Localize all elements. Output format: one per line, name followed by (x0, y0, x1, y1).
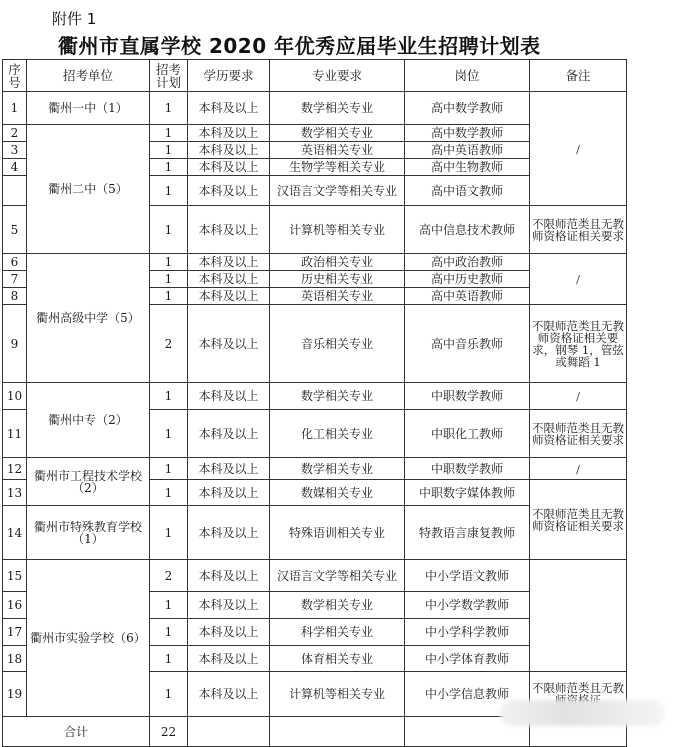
recruitment-plan-table (2, 59, 627, 747)
post-cell: 中小学科学教师 (405, 619, 530, 646)
plan-cell: 1 (150, 288, 188, 305)
table-row (3, 254, 627, 271)
edu-cell: 本科及以上 (188, 480, 270, 506)
document-title: 衢州市直属学校 2020 年优秀应届毕业生招聘计划表 (58, 34, 541, 58)
plan-cell: 1 (150, 383, 188, 410)
note-cell: / (530, 458, 627, 480)
unit-cell: 衢州高级中学（5） (27, 254, 150, 383)
attachment-label: 附件 1 (52, 10, 97, 28)
major-cell: 汉语言文学等相关专业 (270, 176, 405, 206)
seq-cell: 9 (3, 305, 27, 383)
note-cell: 不限师范类且无教师资格证相关要求 (530, 410, 627, 458)
post-cell: 高中政治教师 (405, 254, 530, 271)
edu-cell: 本科及以上 (188, 159, 270, 176)
unit-cell: 衢州市实验学校（6） (27, 560, 150, 717)
edu-cell: 本科及以上 (188, 560, 270, 592)
plan-cell: 1 (150, 206, 188, 254)
edu-cell: 本科及以上 (188, 592, 270, 619)
edu-cell: 本科及以上 (188, 288, 270, 305)
major-cell: 数学相关专业 (270, 92, 405, 125)
plan-cell: 1 (150, 92, 188, 125)
major-cell: 数学相关专业 (270, 125, 405, 142)
post-cell: 高中英语教师 (405, 142, 530, 159)
seq-cell: 7 (3, 271, 27, 288)
header-plan: 招考计划 (150, 60, 188, 92)
edu-cell: 本科及以上 (188, 176, 270, 206)
plan-cell: 1 (150, 142, 188, 159)
seq-cell: 4 (3, 159, 27, 176)
plan-cell: 1 (150, 480, 188, 506)
plan-cell: 1 (150, 271, 188, 288)
seq-cell: 17 (3, 619, 27, 646)
post-cell: 中职数字媒体教师 (405, 480, 530, 506)
seq-cell: 10 (3, 383, 27, 410)
note-cell: 不限师范类且无教师资格证相关要求 (530, 206, 627, 254)
major-cell: 历史相关专业 (270, 271, 405, 288)
plan-cell: 1 (150, 254, 188, 271)
total-empty-edu (188, 717, 270, 747)
seq-cell: 12 (3, 458, 27, 480)
seq-cell: 6 (3, 254, 27, 271)
unit-cell: 衢州二中（5） (27, 125, 150, 254)
plan-cell: 1 (150, 672, 188, 717)
unit-cell: 衢州市特殊教育学校（1） (27, 506, 150, 560)
edu-cell: 本科及以上 (188, 92, 270, 125)
post-cell: 中小学语文教师 (405, 560, 530, 592)
post-cell: 高中音乐教师 (405, 305, 530, 383)
unit-cell: 衢州市工程技术学校（2） (27, 458, 150, 506)
major-cell: 音乐相关专业 (270, 305, 405, 383)
seq-cell: 13 (3, 480, 27, 506)
post-cell: 高中历史教师 (405, 271, 530, 288)
edu-cell: 本科及以上 (188, 619, 270, 646)
major-cell: 英语相关专业 (270, 142, 405, 159)
edu-cell: 本科及以上 (188, 646, 270, 672)
major-cell: 数学相关专业 (270, 592, 405, 619)
header-row (3, 60, 627, 92)
seq-cell: 19 (3, 672, 27, 717)
post-cell: 高中英语教师 (405, 288, 530, 305)
seq-cell: 14 (3, 506, 27, 560)
blurred-watermark (500, 700, 665, 726)
post-cell: 中小学信息教师 (405, 672, 530, 717)
note-cell-empty (530, 560, 627, 672)
post-cell: 特教语言康复教师 (405, 506, 530, 560)
seq-cell: 18 (3, 646, 27, 672)
seq-cell (3, 176, 27, 206)
major-cell: 体育相关专业 (270, 646, 405, 672)
major-cell: 计算机等相关专业 (270, 206, 405, 254)
edu-cell: 本科及以上 (188, 125, 270, 142)
header-edu: 学历要求 (188, 60, 270, 92)
table-row (3, 383, 627, 410)
plan-cell: 1 (150, 592, 188, 619)
post-cell: 中职数学教师 (405, 383, 530, 410)
major-cell: 计算机等相关专业 (270, 672, 405, 717)
post-cell: 中小学数学教师 (405, 592, 530, 619)
plan-cell: 1 (150, 506, 188, 560)
plan-cell: 2 (150, 560, 188, 592)
post-cell: 高中信息技术教师 (405, 206, 530, 254)
header-seq: 序号 (3, 60, 27, 92)
unit-cell: 衢州一中（1） (27, 92, 150, 125)
header-unit: 招考单位 (27, 60, 150, 92)
plan-cell: 1 (150, 619, 188, 646)
major-cell: 数媒相关专业 (270, 480, 405, 506)
major-cell: 特殊语训相关专业 (270, 506, 405, 560)
total-value: 22 (150, 717, 188, 747)
edu-cell: 本科及以上 (188, 305, 270, 383)
plan-cell: 1 (150, 646, 188, 672)
header-post: 岗位 (405, 60, 530, 92)
post-cell: 高中生物教师 (405, 159, 530, 176)
post-cell: 中职数学教师 (405, 458, 530, 480)
header-major: 专业要求 (270, 60, 405, 92)
edu-cell: 本科及以上 (188, 458, 270, 480)
plan-cell: 1 (150, 458, 188, 480)
total-empty-major (270, 717, 405, 747)
note-cell: 不限师范类且无教师资格证相关要求，钢琴 1，管弦或舞蹈 1 (530, 305, 627, 383)
post-cell: 中职化工教师 (405, 410, 530, 458)
table-row (3, 560, 627, 592)
major-cell: 数学相关专业 (270, 458, 405, 480)
post-cell: 高中数学教师 (405, 92, 530, 125)
seq-cell: 3 (3, 142, 27, 159)
note-cell: 不限师范类且无教师资格证相关要求 (530, 480, 627, 560)
plan-cell: 2 (150, 305, 188, 383)
post-cell: 高中语文教师 (405, 176, 530, 206)
header-note: 备注 (530, 60, 627, 92)
note-cell: / (530, 383, 627, 410)
edu-cell: 本科及以上 (188, 142, 270, 159)
edu-cell: 本科及以上 (188, 254, 270, 271)
seq-cell: 5 (3, 206, 27, 254)
plan-cell: 1 (150, 159, 188, 176)
major-cell: 科学相关专业 (270, 619, 405, 646)
seq-cell: 2 (3, 125, 27, 142)
note-cell: / (530, 254, 627, 305)
edu-cell: 本科及以上 (188, 506, 270, 560)
plan-cell: 1 (150, 176, 188, 206)
edu-cell: 本科及以上 (188, 383, 270, 410)
post-cell: 高中数学教师 (405, 125, 530, 142)
edu-cell: 本科及以上 (188, 410, 270, 458)
note-cell: / (530, 92, 627, 206)
major-cell: 英语相关专业 (270, 288, 405, 305)
post-cell: 中小学体育教师 (405, 646, 530, 672)
plan-cell: 1 (150, 125, 188, 142)
plan-cell: 1 (150, 410, 188, 458)
total-label: 合计 (3, 717, 150, 747)
major-cell: 政治相关专业 (270, 254, 405, 271)
note-cell: 不限师范类且无教 (530, 672, 627, 717)
seq-cell: 1 (3, 92, 27, 125)
major-cell: 生物学等相关专业 (270, 159, 405, 176)
seq-cell: 16 (3, 592, 27, 619)
edu-cell: 本科及以上 (188, 672, 270, 717)
major-cell: 汉语言文学等相关专业 (270, 560, 405, 592)
unit-cell: 衢州中专（2） (27, 383, 150, 458)
edu-cell: 本科及以上 (188, 271, 270, 288)
table-row (3, 92, 627, 125)
major-cell: 化工相关专业 (270, 410, 405, 458)
seq-cell: 15 (3, 560, 27, 592)
major-cell: 数学相关专业 (270, 383, 405, 410)
seq-cell: 8 (3, 288, 27, 305)
table-row (3, 458, 627, 480)
edu-cell: 本科及以上 (188, 206, 270, 254)
seq-cell: 11 (3, 410, 27, 458)
